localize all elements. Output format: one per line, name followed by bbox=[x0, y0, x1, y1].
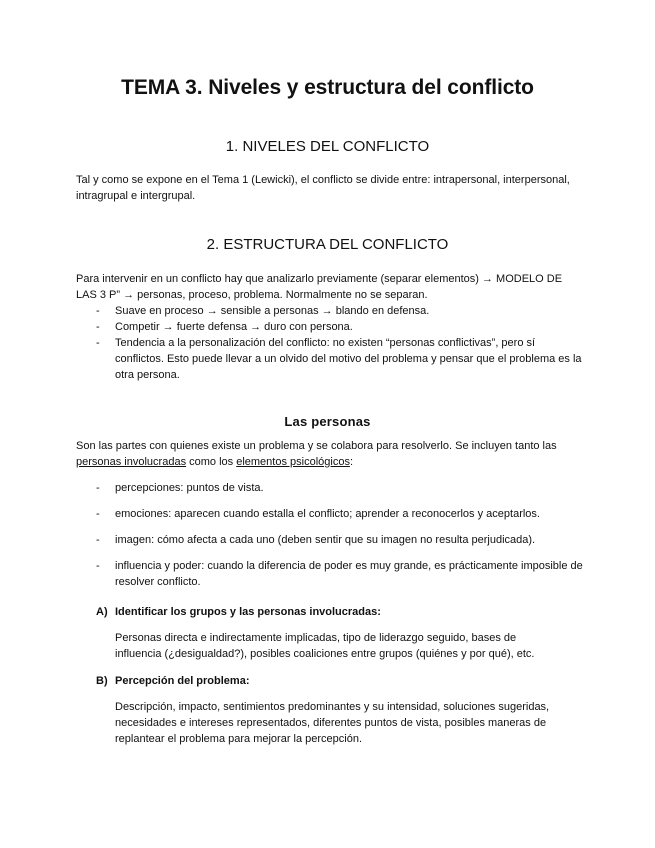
list-item bbox=[76, 319, 584, 335]
personas-intro-text-2: como los bbox=[186, 456, 237, 468]
estructura-bullet-list bbox=[76, 303, 584, 383]
subsection-b-letter: B) bbox=[96, 675, 108, 687]
section-estructura-intro: Para intervenir en un conflicto hay que analizarlo previamente (separar elementos) → MODELO DE LAS 3 P” → personas, proceso, problema. Normalmente no se separan. bbox=[76, 273, 563, 301]
list-item bbox=[76, 303, 584, 319]
personas-intro bbox=[76, 438, 584, 470]
subsection-a-letter: A) bbox=[96, 606, 108, 618]
personas-bullet-list bbox=[76, 506, 584, 522]
personas-bullet-list bbox=[76, 558, 584, 590]
subsection-heading-personas: Las personas bbox=[284, 414, 371, 429]
section-heading-niveles: 1. NIVELES DEL CONFLICTO bbox=[225, 138, 430, 155]
dash-marker: - bbox=[96, 321, 100, 333]
list-item-text: Competir → fuerte defensa → duro con persona. bbox=[115, 321, 353, 333]
subsection-a-body: Personas directa e indirectamente implicadas, tipo de liderazgo seguido, bases de influencia (¿desigualdad?), posibles coaliciones entre grupos (quiénes y por qué), etc. bbox=[115, 632, 535, 660]
personas-bullet-list bbox=[76, 532, 584, 548]
list-item-text: percepciones: puntos de vista. bbox=[115, 482, 264, 494]
subsection-b-heading bbox=[96, 673, 249, 689]
list-item bbox=[76, 480, 584, 496]
dash-marker: - bbox=[96, 560, 100, 572]
subsection-a-title: Identificar los grupos y las personas involucradas: bbox=[115, 606, 381, 618]
list-item bbox=[76, 558, 584, 590]
personas-involucradas-underlined: personas involucradas bbox=[76, 456, 187, 468]
list-item bbox=[76, 532, 584, 548]
dash-marker: - bbox=[96, 534, 100, 546]
list-item-text: emociones: aparecen cuando estalla el conflicto; aprender a reconocerlos y aceptarlos. bbox=[115, 508, 540, 520]
list-item-text: influencia y poder: cuando la diferencia de poder es muy grande, es prácticamente imposible de resolver conflicto. bbox=[115, 560, 583, 588]
personas-intro-text-3: : bbox=[349, 456, 354, 468]
section-niveles-text: Tal y como se expone en el Tema 1 (Lewicki), el conflicto se divide entre: intrapersonal, interpersonal, intragrupal e intergrupal. bbox=[76, 174, 570, 202]
subsection-b-title: Percepción del problema: bbox=[115, 675, 250, 687]
section-heading-estructura: 2. ESTRUCTURA DEL CONFLICTO bbox=[206, 236, 449, 253]
document-title: TEMA 3. Niveles y estructura del conflicto bbox=[121, 76, 534, 99]
list-item-text: Tendencia a la personalización del conflicto: no existen “personas conflictivas”, pero sí conflictos. Esto puede llevar a un olvido del motivo del problema y pensar que el problema es la otra persona. bbox=[115, 337, 582, 381]
list-item-text: imagen: cómo afecta a cada uno (deben sentir que su imagen no resulta perjudicada). bbox=[115, 534, 536, 546]
subsection-b-body: Descripción, impacto, sentimientos predominantes y su intensidad, soluciones sugeridas, necesidades e intereses representados, diferentes puntos de vista, posibles maneras de replantear el problema para mejorar la percepción. bbox=[115, 701, 550, 745]
dash-marker: - bbox=[96, 305, 100, 317]
list-item-text: Suave en proceso → sensible a personas → blando en defensa. bbox=[115, 305, 430, 317]
elementos-psicologicos-underlined: elementos psicológicos bbox=[236, 456, 350, 468]
dash-marker: - bbox=[96, 508, 100, 520]
list-item bbox=[76, 335, 584, 383]
dash-marker: - bbox=[96, 482, 100, 494]
personas-intro-text-1: Son las partes con quienes existe un problema y se colabora para resolverlo. Se incluyen tanto las bbox=[76, 440, 557, 452]
subsection-a-heading bbox=[96, 604, 381, 620]
personas-bullet-list bbox=[76, 480, 584, 496]
list-item bbox=[76, 506, 584, 522]
dash-marker: - bbox=[96, 337, 100, 349]
